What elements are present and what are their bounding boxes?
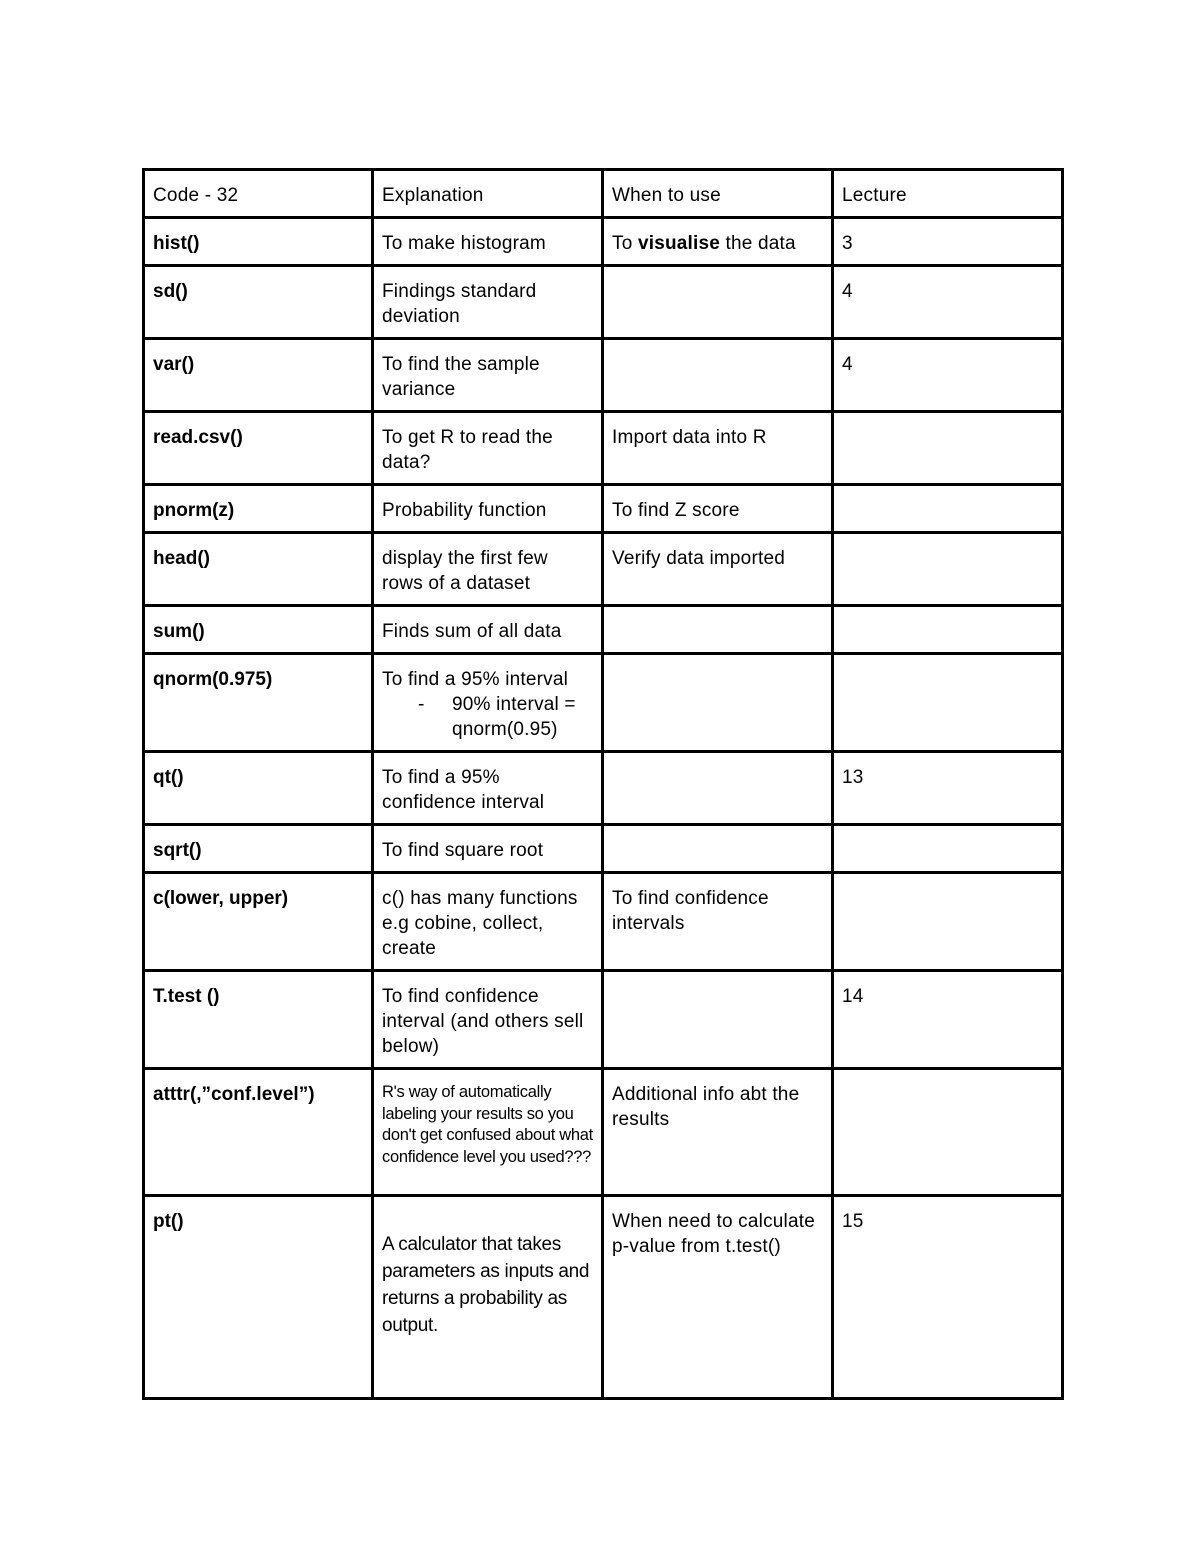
table-row — [144, 654, 1063, 752]
explanation-cell — [373, 1069, 603, 1196]
when-cell — [603, 218, 833, 266]
table-header-row — [144, 170, 1063, 218]
table-row — [144, 971, 1063, 1069]
explanation-sublist — [382, 692, 593, 742]
lecture-cell: 15 — [833, 1196, 1063, 1399]
when-cell — [603, 825, 833, 873]
code-cell: pt() — [144, 1196, 373, 1399]
code-cell: qt() — [144, 752, 373, 825]
explanation-text: R's way of automatically labeling your results so you don't get confused about what confidence level you used??? — [382, 1083, 593, 1166]
code-cell: pnorm(z) — [144, 485, 373, 533]
code-cell: var() — [144, 339, 373, 412]
table-row — [144, 533, 1063, 606]
code-cell: sd() — [144, 266, 373, 339]
explanation-cell: To find a 95% confidence interval — [373, 752, 603, 825]
explanation-cell: To find the sample variance — [373, 339, 603, 412]
explanation-cell: display the first few rows of a dataset — [373, 533, 603, 606]
header-code: Code - 32 — [144, 170, 373, 218]
code-cell: sqrt() — [144, 825, 373, 873]
when-text-prefix: To — [612, 233, 638, 254]
when-cell: Verify data imported — [603, 533, 833, 606]
notes-table — [142, 168, 1064, 1400]
code-cell: hist() — [144, 218, 373, 266]
table-row — [144, 873, 1063, 971]
lecture-cell: 4 — [833, 266, 1063, 339]
lecture-cell — [833, 412, 1063, 485]
table-row — [144, 339, 1063, 412]
when-cell: Additional info abt the results — [603, 1069, 833, 1196]
explanation-cell: To find square root — [373, 825, 603, 873]
lecture-cell — [833, 654, 1063, 752]
when-cell — [603, 266, 833, 339]
list-item-text: 90% interval = qnorm(0.95) — [452, 694, 576, 740]
lecture-cell — [833, 825, 1063, 873]
lecture-cell — [833, 1069, 1063, 1196]
list-item — [382, 692, 593, 742]
lecture-cell: 4 — [833, 339, 1063, 412]
when-cell: When need to calculate p-value from t.test() — [603, 1196, 833, 1399]
table-row — [144, 752, 1063, 825]
explanation-text: A calculator that takes parameters as inputs and returns a probability as output. — [382, 1234, 590, 1336]
explanation-cell: To make histogram — [373, 218, 603, 266]
when-cell — [603, 339, 833, 412]
lecture-cell — [833, 873, 1063, 971]
header-when-to-use: When to use — [603, 170, 833, 218]
lecture-cell: 3 — [833, 218, 1063, 266]
explanation-cell — [373, 654, 603, 752]
lecture-cell: 13 — [833, 752, 1063, 825]
lecture-cell: 14 — [833, 971, 1063, 1069]
explanation-cell: Probability function — [373, 485, 603, 533]
when-cell — [603, 971, 833, 1069]
table-row — [144, 606, 1063, 654]
lecture-cell — [833, 485, 1063, 533]
table-row — [144, 218, 1063, 266]
list-dash: - — [418, 694, 425, 715]
when-cell: Import data into R — [603, 412, 833, 485]
when-cell — [603, 606, 833, 654]
when-cell — [603, 654, 833, 752]
code-cell: qnorm(0.975) — [144, 654, 373, 752]
table-row — [144, 1196, 1063, 1399]
code-cell: head() — [144, 533, 373, 606]
when-cell — [603, 752, 833, 825]
table-row — [144, 825, 1063, 873]
code-cell: c(lower, upper) — [144, 873, 373, 971]
code-cell: read.csv() — [144, 412, 373, 485]
explanation-cell: Findings standard deviation — [373, 266, 603, 339]
code-cell: atttr(,”conf.level”) — [144, 1069, 373, 1196]
explanation-cell: Finds sum of all data — [373, 606, 603, 654]
explanation-text: To find a 95% interval — [382, 669, 569, 690]
explanation-cell: To get R to read the data? — [373, 412, 603, 485]
header-explanation: Explanation — [373, 170, 603, 218]
table-row — [144, 412, 1063, 485]
code-cell: sum() — [144, 606, 373, 654]
lecture-cell — [833, 606, 1063, 654]
explanation-cell — [373, 1196, 603, 1399]
code-cell: T.test () — [144, 971, 373, 1069]
table-row — [144, 485, 1063, 533]
table-row — [144, 266, 1063, 339]
when-cell: To find confidence intervals — [603, 873, 833, 971]
when-cell: To find Z score — [603, 485, 833, 533]
when-text-bold: visualise — [637, 233, 721, 254]
lecture-cell — [833, 533, 1063, 606]
header-lecture: Lecture — [833, 170, 1063, 218]
explanation-cell: c() has many functions e.g cobine, collect, create — [373, 873, 603, 971]
table-row — [144, 1069, 1063, 1196]
explanation-cell: To find confidence interval (and others sell below) — [373, 971, 603, 1069]
when-text-suffix: the data — [720, 233, 796, 254]
